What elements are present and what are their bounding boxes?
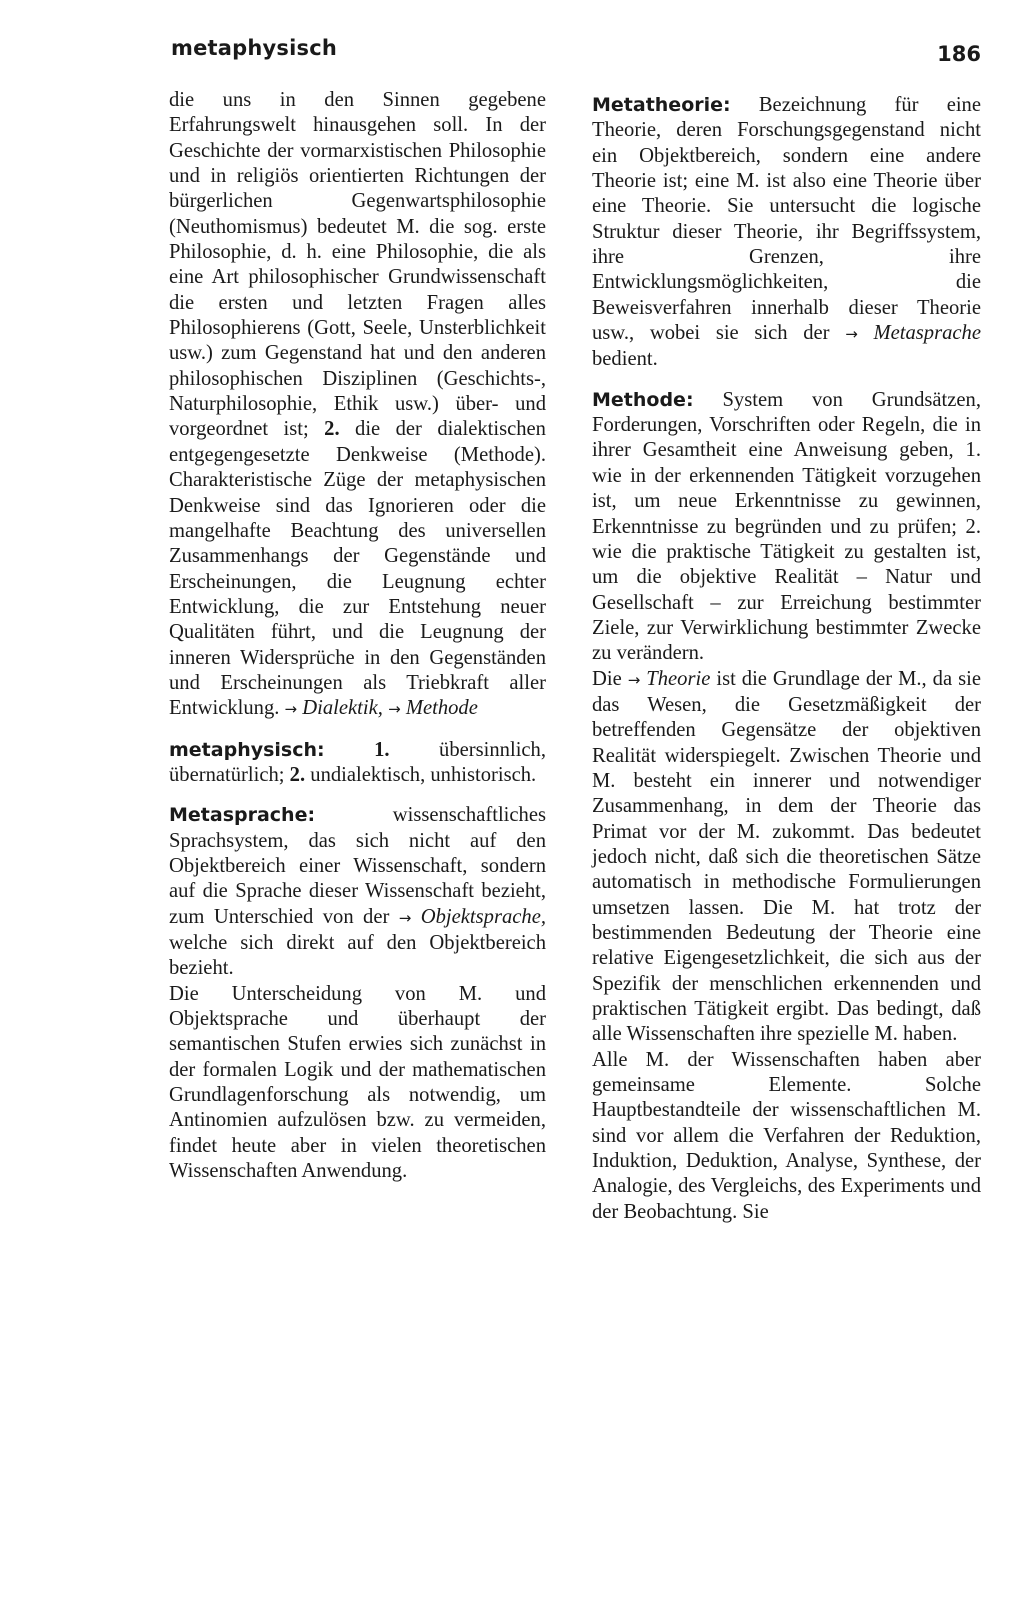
right-column	[592, 93, 981, 1225]
item-number: 1.	[965, 439, 981, 462]
item-number: 1.	[374, 738, 390, 761]
text: ist die Grundlage der M., da sie das Wesen, die Gesetzmäßigkeit der betreffenden Gegensätze der objektiven Realität widerspiegelt. Zwischen Theorie und M. besteht ein innerer und notwendiger Zusammenhang, in dem der Theorie das Primat vor der M. zukommt. Das bedeutet jedoch nicht, daß sich die theoretischen Sätze automatisch in methodische Formulierungen umsetzen lassen. Die M. hat trotz der bestimmenden Bedeutung der Theorie eine relative Eigengesetzlichkeit, die sich aus der Spezifik der menschlichen erkennenden und praktischen Tätigkeit ergibt. Das bedingt, daß alle Wissenschaften ihre spezielle M. haben.	[592, 667, 981, 1046]
running-head: metaphysisch	[171, 36, 338, 60]
text: Bezeichnung für eine Theorie, deren Forschungsgegenstand nicht ein Objektbereich, sondern eine andere Theorie ist; eine M. ist also eine Theorie über eine Theorie. Sie untersucht die logische Struktur dieser Theorie, ihr Begriffssystem, ihre Grenzen, ihre Entwicklungsmöglichkeiten, die Beweisverfahren innerhalb dieser Theorie usw., wobei sie sich der	[592, 94, 981, 345]
cross-reference-arrow-icon: →	[627, 670, 641, 689]
text: bedient.	[592, 348, 658, 371]
cross-reference: Methode	[405, 697, 478, 720]
methode-paragraph	[592, 667, 981, 1048]
item-number: 2.	[324, 418, 340, 441]
text: undialektisch, unhistorisch.	[310, 763, 537, 786]
text: wissenschaftliches Sprachsystem, das sich nicht auf den Objektbereich einer Wissenschaft, sondern auf die Sprache dieser Wissenschaft bezieht, zum Unterschied von der	[169, 804, 546, 928]
cross-reference-arrow-icon: →	[284, 700, 298, 719]
methode-paragraph: Alle M. der Wissenschaften haben aber gemeinsame Elemente. Solche Hauptbestandteile der wissenschaftlichen M. sind vor allem die Verfahren der Reduktion, Induktion, Deduktion, Analyse, Synthese, der Analogie, des Vergleichs, des Experiments und der Beobachtung. Sie	[592, 1048, 981, 1223]
methode-entry	[592, 388, 981, 667]
item-number: 2.	[965, 515, 981, 538]
text: wie in der erkennenden Tätigkeit vorzugehen ist, um neue Erkenntnisse zu gewinnen, Erkenntnisse zu begründen und zu prüfen;	[592, 464, 981, 538]
item-number: 2.	[289, 763, 306, 786]
text: die der dialektischen entgegengesetzte Denkweise (Methode). Charakteristische Züge der metaphysischen Denkweise sind das Ignorieren oder die mangelhafte Beachtung des universellen Zusammenhangs der Gegenstände und Erscheinungen, die Leugnung echter Entwicklung, die zur Entstehung neuer Qualitäten führt, und die Leugnung der inneren Widersprüche in den Gegenständen und Erscheinungen als Triebkraft aller Entwicklung.	[169, 418, 546, 720]
headword: Metasprache:	[169, 804, 316, 827]
headword: metaphysisch:	[169, 738, 325, 761]
metasprache-paragraph: Die Unterscheidung von M. und Objektsprache und überhaupt der semantischen Stufen erwies sich zunächst in der formalen Logik und der mathematischen Grundlagenforschung als notwendig, um Antinomien aufzulösen bzw. zu vermeiden, findet heute aber in vielen theoretischen Wissenschaften Anwendung.	[169, 982, 546, 1183]
page-number: 186	[937, 42, 981, 66]
metasprache-entry	[169, 803, 546, 981]
cross-reference: Metasprache	[873, 322, 981, 345]
text: übersinnlich, übernatürlich;	[169, 738, 546, 786]
metatheorie-entry	[592, 93, 981, 373]
left-column	[169, 88, 546, 1184]
cross-reference-arrow-icon: →	[845, 325, 858, 344]
metaphysisch-entry	[169, 738, 546, 789]
headword: Methode:	[592, 388, 694, 411]
cross-reference: Objektsprache,	[420, 905, 546, 928]
cross-reference-arrow-icon: →	[388, 700, 401, 719]
cross-reference: Theorie	[646, 667, 711, 690]
text: wie die praktische Tätigkeit zu gestalten ist, um die objektive Realität – Natur und Gesellschaft – zur Erreichung bestimmter Ziele, zur Verwirklichung bestimmter Zwecke zu verändern.	[592, 540, 981, 665]
metaphysik-entry-continuation	[169, 88, 546, 723]
headword: Metatheorie:	[592, 94, 731, 116]
text: System von Grundsätzen, Forderungen, Vorschriften oder Regeln, die in ihrer Gesamtheit eine Anweisung geben,	[592, 388, 981, 462]
cross-reference-arrow-icon: →	[398, 908, 412, 927]
cross-reference: Dialektik,	[302, 697, 383, 720]
text: die uns in den Sinnen gegebene Erfahrungswelt hinausgehen soll. In der Geschichte der vormarxistischen Philosophie und in religiös orientierten Richtungen der bürgerlichen Gegenwartsphilosophie (Neuthomismus) bedeutet M. die sog. erste Philosophie, d. h. eine Philosophie, die als eine Art philosophischer Grundwissenschaft die ersten und letzten Fragen alles Philosophierens (Gott, Seele, Unsterblichkeit usw.) zum Gegenstand hat und den anderen philosophischen Disziplinen (Geschichts-, Naturphilosophie, Ethik usw.) über- und vorgeordnet ist;	[169, 89, 546, 441]
text: welche sich direkt auf den Objektbereich bezieht.	[169, 932, 546, 980]
text: Die	[592, 667, 622, 690]
